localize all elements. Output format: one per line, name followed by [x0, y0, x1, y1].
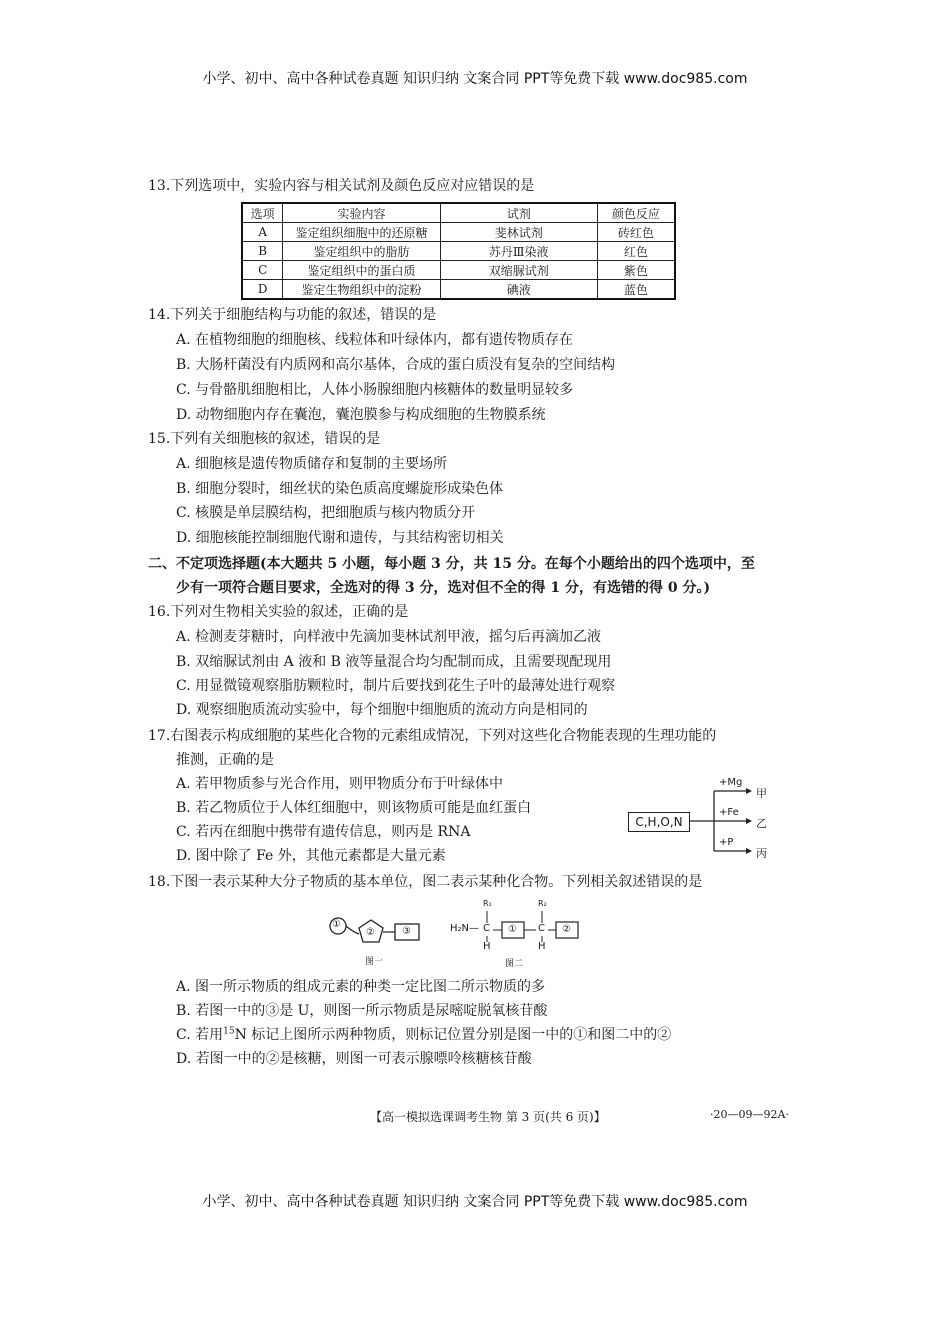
q17-stem-line1: 17.右图表示构成细胞的某些化合物的元素组成情况，下列对这些化合物能表现的生理功能的 — [148, 728, 717, 744]
table-cell: 碘液 — [440, 280, 597, 300]
q15-option-d: D. 细胞核能控制细胞代谢和遗传，与其结构密切相关 — [176, 530, 504, 546]
q14-option-d: D. 动物细胞内存在囊泡，囊泡膜参与构成细胞的生物膜系统 — [176, 407, 546, 423]
q18-option-c — [176, 1026, 671, 1044]
q15-option-a: A. 细胞核是遗传物质储存和复制的主要场所 — [176, 456, 448, 472]
product-jia: 甲 — [756, 787, 767, 800]
q17-option-c: C. 若丙在细胞中携带有遗传信息，则丙是 RNA — [176, 824, 471, 840]
table-cell: 鉴定组织细胞中的还原糖 — [283, 223, 440, 242]
q17-option-d: D. 图中除了 Fe 外，其他元素都是大量元素 — [176, 848, 446, 864]
q18-stem: 18.下图一表示某种大分子物质的基本单位，图二表示某种化合物。下列相关叙述错误的是 — [148, 874, 703, 890]
table-cell: 斐林试剂 — [440, 223, 597, 242]
page-footer-code: ·20—09—92A· — [710, 1108, 789, 1121]
fig2-r1: R₁ — [483, 899, 492, 908]
table-cell: 鉴定组织中的蛋白质 — [283, 261, 440, 280]
fig2-h-1: H — [483, 941, 491, 952]
q18-option-b: B. 若图一中的③是 U，则图一所示物质是尿嘧啶脱氧核苷酸 — [176, 1003, 548, 1019]
table-row — [242, 242, 675, 261]
table-cell: C — [242, 261, 283, 280]
fig1-label-sugar: ② — [366, 927, 375, 938]
table-row — [242, 261, 675, 280]
banner-bottom: 小学、初中、高中各种试卷真题 知识归纳 文案合同 PPT等免费下载 www.doc985.com — [202, 1194, 748, 1210]
section2-instructions-line2: 少有一项符合题目要求，全选对的得 3 分，选对但不全的得 1 分，有选错的得 0 分。) — [176, 580, 711, 596]
product-yi: 乙 — [756, 817, 767, 830]
q18-figure-one — [325, 910, 425, 970]
q18-option-c-prefix: C. 若用 — [176, 1027, 224, 1043]
fig1-caption: 图一 — [365, 957, 384, 967]
q17-element-diagram — [620, 770, 780, 865]
q15-option-c: C. 核膜是单层膜结构，把细胞质与核内物质分开 — [176, 505, 476, 521]
table-header-cell: 选项 — [242, 203, 283, 223]
table-cell: 鉴定组织中的脂肪 — [283, 242, 440, 261]
fig2-carbon-1: C — [483, 923, 490, 934]
fig2-carbon-2: C — [538, 923, 545, 934]
table-cell: A — [242, 223, 283, 242]
table-cell: 蓝色 — [597, 280, 675, 300]
branch-label-fe: +Fe — [719, 807, 739, 818]
branch-label-p: +P — [719, 837, 734, 848]
fig2-r2: R₂ — [538, 899, 547, 908]
q16-option-c: C. 用显微镜观察脂肪颗粒时，制片后要找到花生子叶的最薄处进行观察 — [176, 678, 616, 694]
fig2-label-two: ② — [562, 924, 571, 935]
q16-option-b: B. 双缩脲试剂由 A 液和 B 液等量混合均匀配制而成，且需要现配现用 — [176, 654, 612, 670]
banner-top: 小学、初中、高中各种试卷真题 知识归纳 文案合同 PPT等免费下载 www.doc985.com — [202, 71, 748, 87]
branch-label-mg: +Mg — [719, 777, 743, 788]
table-cell: 紫色 — [597, 261, 675, 280]
table-cell: B — [242, 242, 283, 261]
section2-instructions-line1: 二、不定项选择题(本大题共 5 小题，每小题 3 分，共 15 分。在每个小题给出的四个选项中，至 — [148, 556, 755, 572]
table-cell: 双缩脲试剂 — [440, 261, 597, 280]
table-header-cell: 实验内容 — [283, 203, 440, 223]
table-cell: 红色 — [597, 242, 675, 261]
q17-option-b: B. 若乙物质位于人体红细胞中，则该物质可能是血红蛋白 — [176, 800, 532, 816]
q14-option-a: A. 在植物细胞的细胞核、线粒体和叶绿体内，都有遗传物质存在 — [176, 332, 574, 348]
table-header-row — [242, 203, 675, 223]
q15-stem: 15.下列有关细胞核的叙述，错误的是 — [148, 431, 381, 447]
q16-option-d: D. 观察细胞质流动实验中，每个细胞中细胞质的流动方向是相同的 — [176, 702, 588, 718]
q18-option-a: A. 图一所示物质的组成元素的种类一定比图二所示物质的多 — [176, 979, 546, 995]
table-row — [242, 223, 675, 242]
table-cell: D — [242, 280, 283, 300]
product-bing: 丙 — [756, 847, 767, 860]
q16-option-a: A. 检测麦芽糖时，向样液中先滴加斐林试剂甲液，摇匀后再滴加乙液 — [176, 629, 602, 645]
table-header-cell: 试剂 — [440, 203, 597, 223]
fig1-label-phosphate: ① — [332, 919, 341, 930]
fig2-caption: 图二 — [505, 959, 524, 969]
table-cell: 砖红色 — [597, 223, 675, 242]
fig2-h-2: H — [538, 941, 546, 952]
q14-option-c: C. 与骨骼肌细胞相比，人体小肠腺细胞内核糖体的数量明显较多 — [176, 382, 574, 398]
q13-table — [241, 202, 676, 300]
table-header-cell: 颜色反应 — [597, 203, 675, 223]
page-footer-title: 【高一模拟选课调考生物 第 3 页(共 6 页)】 — [370, 1110, 606, 1124]
table-row — [242, 280, 675, 300]
q14-option-b: B. 大肠杆菌没有内质网和高尔基体，合成的蛋白质没有复杂的空间结构 — [176, 357, 616, 373]
fig2-amino-group: H₂N— — [450, 923, 480, 934]
element-source-box: C,H,O,N — [628, 812, 690, 832]
fig2-label-one: ① — [508, 924, 517, 935]
table-cell: 苏丹Ⅲ染液 — [440, 242, 597, 261]
fig1-label-base: ③ — [402, 926, 411, 937]
q17-option-a: A. 若甲物质参与光合作用，则甲物质分布于叶绿体中 — [176, 776, 504, 792]
q14-stem: 14.下列关于细胞结构与功能的叙述，错误的是 — [148, 307, 437, 323]
table-cell: 鉴定生物组织中的淀粉 — [283, 280, 440, 300]
q13-stem: 13.下列选项中，实验内容与相关试剂及颜色反应对应错误的是 — [148, 178, 535, 194]
q16-stem: 16.下列对生物相关实验的叙述，正确的是 — [148, 604, 409, 620]
q18-option-d: D. 若图一中的②是核糖，则图一可表示腺嘌呤核糖核苷酸 — [176, 1051, 532, 1067]
q18-figure-two — [450, 896, 590, 971]
q18-option-c-rest: N 标记上图所示两种物质，则标记位置分别是图一中的①和图二中的② — [234, 1027, 672, 1043]
isotope-mass-number: 15 — [223, 1026, 235, 1037]
q17-stem-line2: 推测，正确的是 — [176, 752, 274, 768]
q15-option-b: B. 细胞分裂时，细丝状的染色质高度螺旋形成染色体 — [176, 481, 504, 497]
